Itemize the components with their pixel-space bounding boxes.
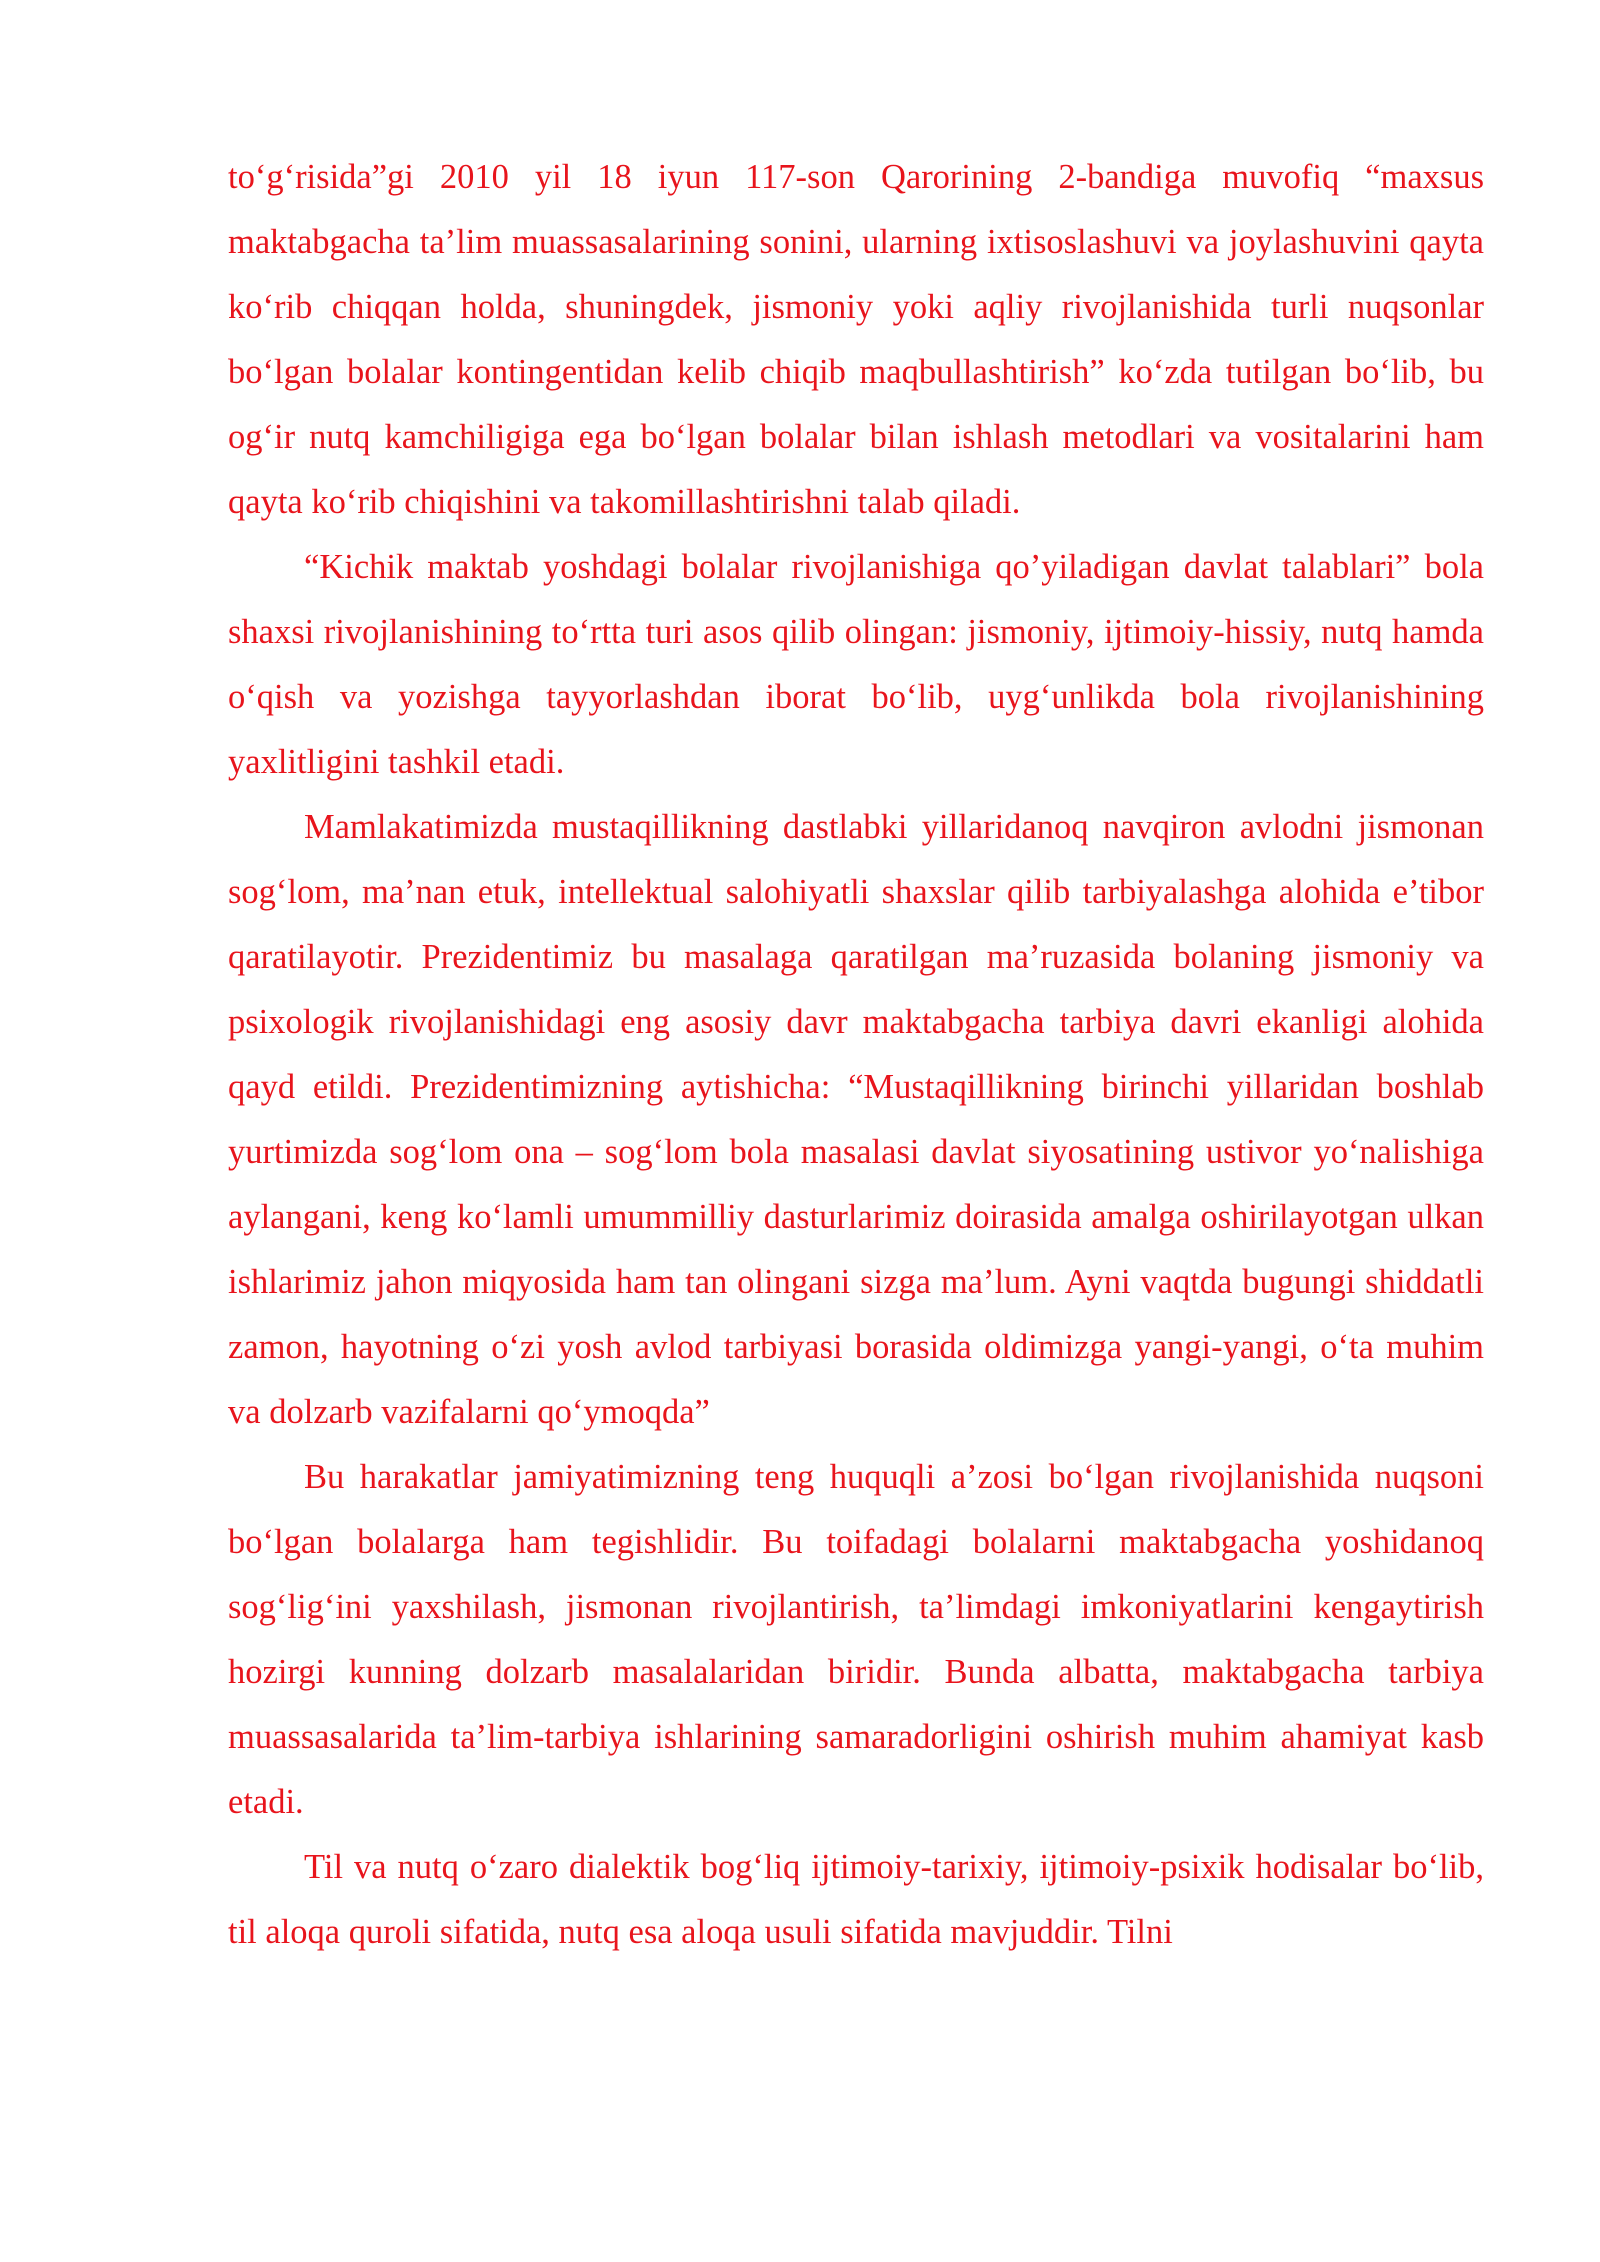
- paragraph-equal-rights: Bu harakatlar jamiyatimizning teng huquqli a’zosi bo‘lgan rivojlanishida nuqsoni bo‘lgan bolalarga ham tegishlidir. Bu toifadagi bolalarni maktabgacha yoshidanoq sog‘lig‘ini yaxshilash, jismonan rivojlantirish, ta’limdagi imkoniyatlarini kengaytirish hozirgi kunning dolzarb masalalaridan biridir. Bunda albatta, maktabgacha tarbiya muassasalarida ta’lim-tarbiya ishlarining samaradorligini oshirish muhim ahamiyat kasb etadi.: [228, 1458, 1484, 1821]
- paragraph-independence: Mamlakatimizda mustaqillikning dastlabki yillaridanoq navqiron avlodni jismonan sog‘lom, ma’nan etuk, intellektual salohiyatli shaxslar qilib tarbiyalashga alohida e’tibor qaratilayotir. Prezidentimiz bu masalaga qaratilgan ma’ruzasida bolaning jismoniy va psixologik rivojlanishidagi eng asosiy davr maktabgacha tarbiya davri ekanligi alohida qayd etildi. Prezidentimizning aytishicha: “Mustaqillikning birinchi yillaridan boshlab yurtimizda sog‘lom ona – sog‘lom bola masalasi davlat siyosatining ustivor yo‘nalishiga aylangani, keng ko‘lamli umummilliy dasturlarimiz doirasida amalga oshirilayotgan ulkan ishlarimiz jahon miqyosida ham tan olingani sizga ma’lum. Ayni vaqtda bugungi shiddatli zamon, hayotning o‘zi yosh avlod tarbiyasi borasida oldimizga yangi-yangi, o‘ta muhim va dolzarb vazifalarni qo‘ymoqda”: [228, 808, 1484, 1431]
- document-page: [228, 145, 1484, 1965]
- paragraph-language-speech: Til va nutq o‘zaro dialektik bog‘liq ijtimoiy-tarixiy, ijtimoiy-psixik hodisalar bo‘lib, til aloqa quroli sifatida, nutq esa aloqa usuli sifatida mavjuddir. Tilni: [228, 1848, 1484, 1951]
- paragraph-continuation: to‘g‘risida”gi 2010 yil 18 iyun 117-son Qarorining 2-bandiga muvofiq “maxsus maktabgacha ta’lim muassasalarining sonini, ularning ixtisoslashuvi va joylashuvini qayta ko‘rib chiqqan holda, shuningdek, jismoniy yoki aqliy rivojlanishida turli nuqsonlar bo‘lgan bolalar kontingentidan kelib chiqib maqbullashtirish” ko‘zda tutilgan bo‘lib, bu og‘ir nutq kamchiligiga ega bo‘lgan bolalar bilan ishlash metodlari va vositalarini ham qayta ko‘rib chiqishini va takomillashtirishni talab qiladi.: [228, 158, 1484, 521]
- paragraph-state-requirements: “Kichik maktab yoshdagi bolalar rivojlanishiga qo’yiladigan davlat talablari” bola shaxsi rivojlanishining to‘rtta turi asos qilib olingan: jismoniy, ijtimoiy-hissiy, nutq hamda o‘qish va yozishga tayyorlashdan iborat bo‘lib, uyg‘unlikda bola rivojlanishining yaxlitligini tashkil etadi.: [228, 548, 1484, 781]
